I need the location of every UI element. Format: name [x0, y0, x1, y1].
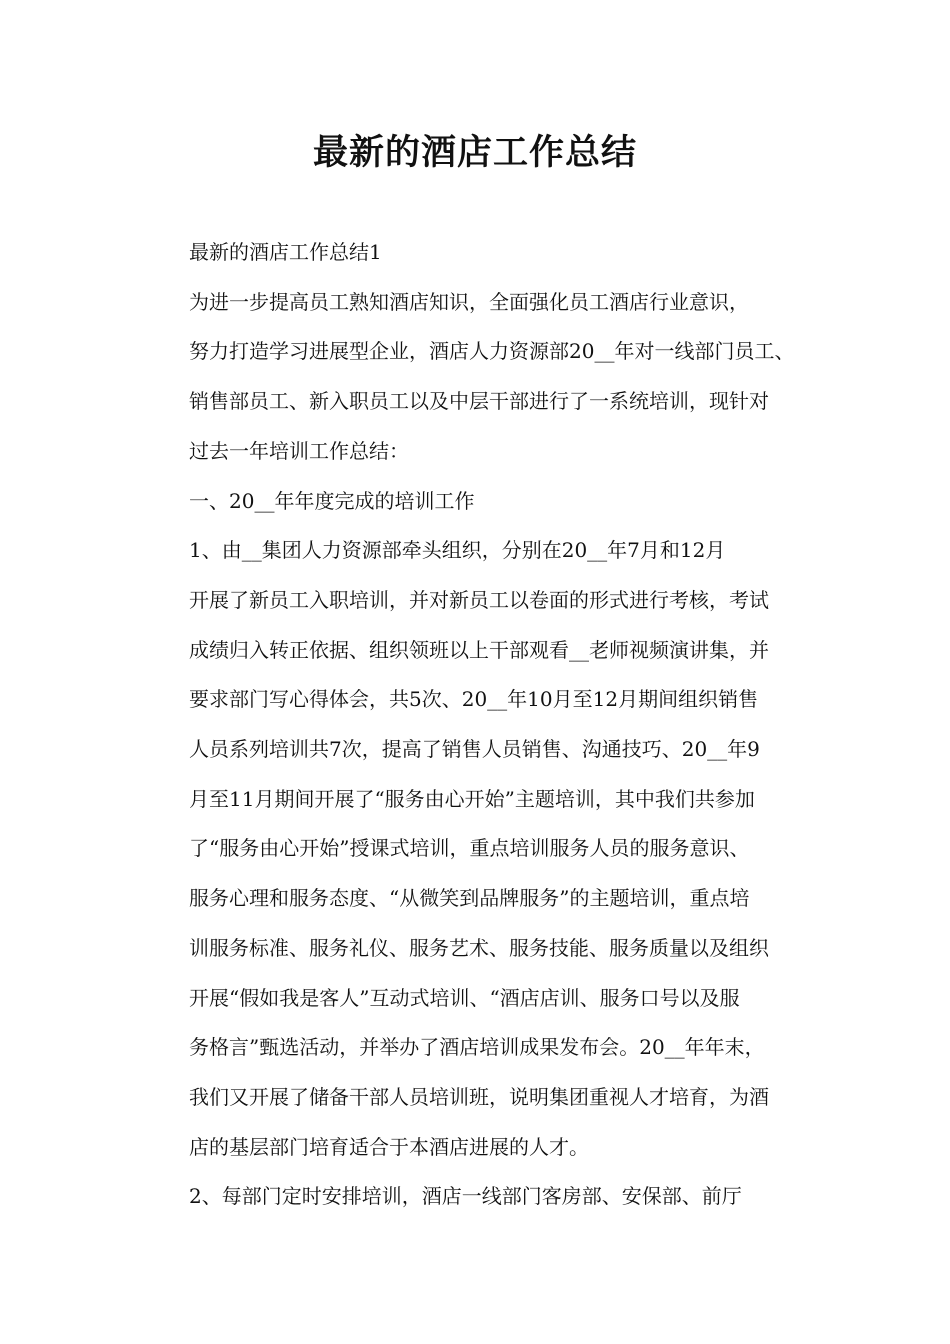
- paragraph-line: 2、每部门定时安排培训，酒店一线部门客房部、安保部、前厅: [189, 1184, 742, 1209]
- paragraph-line: 月至11月期间开展了“服务由心开始”主题培训，其中我们共参加: [189, 786, 755, 811]
- section-heading-training: [145, 477, 817, 527]
- paragraph-line: 为进一步提高员工熟知酒店知识，全面强化员工酒店行业意识，: [189, 289, 749, 314]
- paragraph-line: 要求部门写心得体会，共5次、20__年10月至12月期间组织销售: [189, 687, 759, 712]
- paragraph-line: 店的基层部门培育适合于本酒店进展的人才。: [189, 1134, 589, 1159]
- paragraph-line: 人员系列培训共7次，提高了销售人员销售、沟通技巧、20__年9: [189, 737, 760, 762]
- paragraph-line: 最新的酒店工作总结1: [189, 240, 382, 264]
- paragraph-line: 训服务标准、服务礼仪、服务艺术、服务技能、服务质量以及组织: [189, 935, 769, 960]
- paragraph-line: 成绩归入转正依据、组织领班以上干部观看__老师视频演讲集，并: [189, 637, 769, 662]
- paragraph-line: 服务心理和服务态度、“从微笑到品牌服务”的主题培训，重点培: [189, 886, 750, 911]
- paragraph-line: 一、20__年年度完成的培训工作: [189, 488, 475, 513]
- paragraph-line: 努力打造学习进展型企业，酒店人力资源部20__年对一线部门员工、: [189, 339, 795, 364]
- paragraph-line: 销售部员工、新入职员工以及中层干部进行了一系统培训，现针对: [189, 389, 769, 414]
- training-paragraph-2: [145, 1172, 817, 1222]
- document-body: [145, 228, 817, 1222]
- section-heading-1: [145, 228, 817, 278]
- document-title: 最新的酒店工作总结: [312, 133, 637, 173]
- paragraph-line: 了“服务由心开始”授课式培训，重点培训服务人员的服务意识、: [189, 836, 750, 861]
- paragraph-line: 开展“假如我是客人”互动式培训、“酒店店训、服务口号以及服: [189, 985, 740, 1010]
- intro-paragraph: [145, 278, 817, 477]
- training-paragraph-1: [145, 526, 817, 1172]
- paragraph-line: 1、由__集团人力资源部牵头组织，分别在20__年7月和12月: [189, 538, 726, 563]
- paragraph-line: 开展了新员工入职培训，并对新员工以卷面的形式进行考核，考试: [189, 587, 769, 612]
- paragraph-line: 我们又开展了储备干部人员培训班，说明集团重视人才培育，为酒: [189, 1084, 769, 1109]
- paragraph-line: 务格言”甄选活动，并举办了酒店培训成果发布会。20__年年末，: [189, 1035, 765, 1060]
- paragraph-line: 过去一年培训工作总结：: [189, 438, 409, 463]
